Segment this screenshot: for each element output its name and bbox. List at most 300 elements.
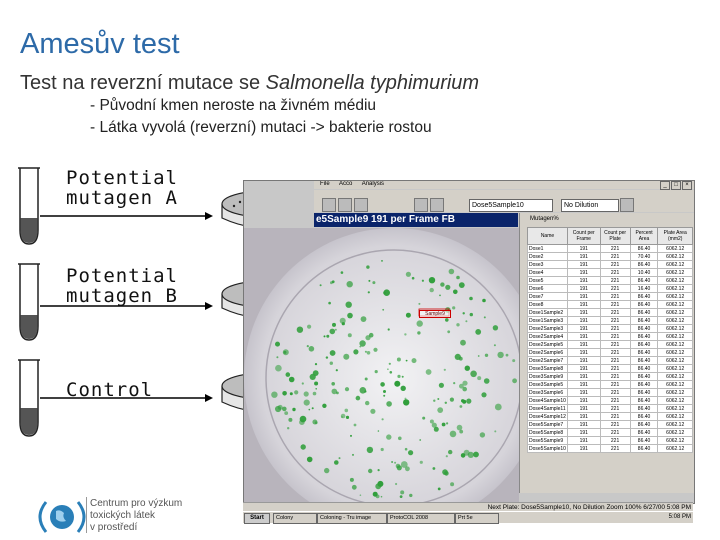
colony-dot xyxy=(326,356,328,358)
table-cell: 221 xyxy=(600,309,630,317)
table-cell: 86.40 xyxy=(630,349,658,357)
menu-file[interactable]: File xyxy=(320,181,330,187)
table-cell: Dose1Sample2 xyxy=(528,309,568,317)
colony-dot xyxy=(324,468,329,473)
colony-dot xyxy=(328,302,331,305)
colony-dot xyxy=(289,377,295,383)
status-bar: Next Plate: Dose5Sample10, No Dilution Zoom 100% 6/27/00 5:08 PM xyxy=(243,502,693,511)
colony-dot xyxy=(287,427,289,429)
colony-dot xyxy=(444,369,446,371)
table-cell: 221 xyxy=(600,437,630,445)
colony-dot xyxy=(347,281,353,287)
colony-dot xyxy=(473,452,479,458)
table-cell: 191 xyxy=(567,349,600,357)
colony-dot xyxy=(459,282,465,288)
colony-dot xyxy=(297,327,303,333)
logo-line2: toxických látek xyxy=(90,510,156,521)
table-row[interactable] xyxy=(528,245,693,253)
table-cell: 221 xyxy=(600,325,630,333)
table-cell: 221 xyxy=(600,285,630,293)
table-cell: 6062.12 xyxy=(658,341,693,349)
colony-dot xyxy=(282,391,287,396)
colony-dot xyxy=(345,387,349,391)
colony-dot xyxy=(447,330,450,333)
count-icon[interactable] xyxy=(414,198,428,212)
colony-dot xyxy=(352,454,354,456)
table-cell: 191 xyxy=(567,429,600,437)
task-4[interactable]: Prt 5e xyxy=(455,513,499,524)
table-row[interactable] xyxy=(528,341,693,349)
table-cell: 86.40 xyxy=(630,245,658,253)
colony-dot xyxy=(462,387,467,392)
table-cell: 6062.12 xyxy=(658,333,693,341)
table-cell: 86.40 xyxy=(630,309,658,317)
colony-dot xyxy=(445,285,450,290)
table-cell: 221 xyxy=(600,421,630,429)
table-row[interactable] xyxy=(528,429,693,437)
table-cell: 86.40 xyxy=(630,293,658,301)
table-cell: 16.40 xyxy=(630,285,658,293)
table-cell: 6062.12 xyxy=(658,397,693,405)
table-row[interactable] xyxy=(528,277,693,285)
table-cell: 191 xyxy=(567,405,600,413)
colony-dot xyxy=(381,448,384,451)
table-cell: 191 xyxy=(567,285,600,293)
table-cell: 6062.12 xyxy=(658,421,693,429)
colony-dot xyxy=(368,280,370,282)
label-b-line1: Potential xyxy=(66,265,178,287)
colony-dot xyxy=(345,409,349,413)
colony-dot xyxy=(278,405,283,410)
table-row[interactable] xyxy=(528,301,693,309)
colony-dot xyxy=(332,323,336,327)
colony-dot xyxy=(453,382,455,384)
colony-dot xyxy=(437,407,443,413)
table-cell: 221 xyxy=(600,261,630,269)
table-cell: 6062.12 xyxy=(658,285,693,293)
colony-dot xyxy=(412,358,417,363)
table-cell: 221 xyxy=(600,357,630,365)
colony-dot xyxy=(368,469,372,473)
table-cell: 191 xyxy=(567,277,600,285)
logo-text xyxy=(90,498,182,534)
table-cell: 191 xyxy=(567,373,600,381)
table-row[interactable] xyxy=(528,365,693,373)
task-1[interactable]: Colony xyxy=(273,513,317,524)
maximize-button[interactable]: □ xyxy=(671,181,681,190)
table-cell: Dose2 xyxy=(528,253,568,261)
colony-dot xyxy=(299,419,305,425)
table-cell: 86.40 xyxy=(630,413,658,421)
colony-dot xyxy=(481,392,486,397)
label-a-line2: mutagen A xyxy=(66,187,178,209)
table-row[interactable] xyxy=(528,421,693,429)
selected-colony-label[interactable]: Sample9 xyxy=(419,310,451,318)
save-icon[interactable] xyxy=(338,198,352,212)
test-tube-control xyxy=(18,360,40,436)
colony-dot xyxy=(397,358,401,362)
col-name[interactable]: Name xyxy=(528,228,568,245)
colony-dot xyxy=(397,465,402,470)
print-icon[interactable] xyxy=(354,198,368,212)
colony-dot xyxy=(449,269,455,275)
colony-dot xyxy=(271,392,277,398)
col-count-plate[interactable]: Count per Plate xyxy=(600,228,630,245)
colony-dot xyxy=(341,271,344,274)
colony-dot xyxy=(356,396,361,401)
table-cell: 221 xyxy=(600,397,630,405)
slide-title: Amesův test xyxy=(20,28,180,60)
table-cell: 221 xyxy=(600,349,630,357)
table-cell: 70.40 xyxy=(630,253,658,261)
table-cell: 86.40 xyxy=(630,429,658,437)
table-cell: 6062.12 xyxy=(658,389,693,397)
table-cell: Dose2Sample7 xyxy=(528,357,568,365)
table-row[interactable] xyxy=(528,381,693,389)
table-row[interactable] xyxy=(528,285,693,293)
table-row[interactable] xyxy=(528,349,693,357)
table-cell: 221 xyxy=(600,389,630,397)
table-cell: 221 xyxy=(600,253,630,261)
colony-dot xyxy=(365,401,369,405)
colony-dot xyxy=(330,362,333,365)
colony-dot xyxy=(346,302,352,308)
colony-dot xyxy=(361,316,367,322)
menu-acco[interactable]: Acco xyxy=(339,181,353,187)
table-row[interactable] xyxy=(528,293,693,301)
colony-dot xyxy=(422,280,424,282)
table-row[interactable] xyxy=(528,397,693,405)
table-cell: 191 xyxy=(567,301,600,309)
colony-dot xyxy=(388,328,390,330)
colony-dot xyxy=(366,265,369,268)
bullet-2: - Látka vyvolá (reverzní) mutaci -> bakterie rostou xyxy=(90,119,432,136)
table-cell: 86.40 xyxy=(630,405,658,413)
colony-dot xyxy=(275,365,282,372)
colony-counter-window xyxy=(243,180,695,504)
colony-dot xyxy=(400,495,403,498)
table-cell: Dose5Sample7 xyxy=(528,421,568,429)
close-button[interactable]: × xyxy=(682,181,692,190)
colony-dot xyxy=(340,318,346,324)
table-cell: 221 xyxy=(600,429,630,437)
colony-dot xyxy=(352,485,357,490)
table-cell: Dose4Sample12 xyxy=(529,413,566,420)
table-cell: 221 xyxy=(600,333,630,341)
colony-dot xyxy=(406,272,411,277)
menu-analysis[interactable]: Analysis xyxy=(361,181,385,187)
label-control xyxy=(66,380,153,400)
colony-dot xyxy=(404,333,406,335)
label-a-line1: Potential xyxy=(66,167,178,189)
colony-dot xyxy=(391,461,393,463)
table-cell: Dose5 xyxy=(528,277,568,285)
colony-dot xyxy=(406,360,408,362)
table-cell: 191 xyxy=(567,261,600,269)
col-percent-area[interactable]: Percent Area xyxy=(630,228,658,245)
start-button[interactable]: Start xyxy=(244,513,270,524)
table-cell: 221 xyxy=(600,269,630,277)
colony-dot xyxy=(353,349,358,354)
table-cell: 6062.12 xyxy=(658,277,693,285)
table-cell: 86.40 xyxy=(630,261,658,269)
colony-dot xyxy=(383,289,390,296)
table-cell: 191 xyxy=(567,317,600,325)
logo-line3: v prostředí xyxy=(90,522,138,533)
table-cell: 86.40 xyxy=(630,365,658,373)
table-cell: 6062.12 xyxy=(658,445,693,453)
table-cell: 221 xyxy=(600,301,630,309)
arrow-a xyxy=(40,212,213,220)
table-cell: 221 xyxy=(600,405,630,413)
colony-dot xyxy=(484,378,490,384)
colony-dot xyxy=(408,450,413,455)
colony-dot xyxy=(294,390,298,394)
table-cell: 6062.12 xyxy=(658,253,693,261)
table-cell: 191 xyxy=(567,437,600,445)
logo-line1: Centrum pro výzkum xyxy=(90,498,183,509)
colony-dot xyxy=(420,461,423,464)
colony-dot xyxy=(370,409,375,414)
label-mutagen-a xyxy=(66,168,178,208)
table-row[interactable] xyxy=(528,445,693,453)
table-row[interactable] xyxy=(528,357,693,365)
toolbar xyxy=(314,190,694,212)
table-cell: 221 xyxy=(600,245,630,253)
table-row[interactable] xyxy=(528,309,693,317)
subtitle-text: Test na reverzní mutace se xyxy=(20,72,261,94)
minimize-button[interactable]: _ xyxy=(660,181,670,190)
table-row[interactable] xyxy=(528,269,693,277)
colony-dot xyxy=(452,306,455,309)
table-row[interactable] xyxy=(528,333,693,341)
colony-dot xyxy=(376,495,380,499)
colony-dot xyxy=(320,284,322,286)
colony-dot xyxy=(307,345,309,347)
table-cell: 86.40 xyxy=(630,389,658,397)
colony-dot xyxy=(347,313,353,319)
colony-dot xyxy=(418,303,420,305)
table-cell: Dose1Sample3 xyxy=(528,317,568,325)
table-cell: 86.40 xyxy=(630,317,658,325)
table-row[interactable] xyxy=(528,325,693,333)
table-cell: 191 xyxy=(567,341,600,349)
colony-dot xyxy=(455,354,461,360)
logo-divider xyxy=(86,497,87,533)
table-cell: 86.40 xyxy=(630,373,658,381)
colony-dot xyxy=(290,392,293,395)
colony-dot xyxy=(330,329,336,335)
task-2[interactable]: Coloning - Tru image xyxy=(317,513,387,524)
window-controls xyxy=(660,181,692,189)
table-cell: 221 xyxy=(600,341,630,349)
colony-dot xyxy=(339,457,341,459)
table-cell: 6062.12 xyxy=(658,245,693,253)
table-cell: Dose3Sample6 xyxy=(528,389,568,397)
colony-dot xyxy=(446,455,448,457)
colony-dot xyxy=(394,462,396,464)
colony-dot xyxy=(389,363,391,365)
table-cell: 191 xyxy=(567,389,600,397)
colony-dot xyxy=(445,402,447,404)
plate-photo xyxy=(244,228,519,503)
colony-dot xyxy=(406,313,411,318)
colony-dot xyxy=(405,448,408,451)
table-cell: 191 xyxy=(567,325,600,333)
colony-dot xyxy=(359,346,361,348)
colony-dot xyxy=(307,457,313,463)
table-cell: 191 xyxy=(567,253,600,261)
colony-dot xyxy=(341,414,346,419)
table-cell: 221 xyxy=(600,413,630,421)
colony-dot xyxy=(394,381,400,387)
table-cell: 86.40 xyxy=(630,381,658,389)
table-cell: 191 xyxy=(567,445,600,453)
results-panel-title: Mutagen% xyxy=(530,216,559,222)
colony-dot xyxy=(494,344,496,346)
colony-dot xyxy=(401,461,408,468)
table-cell: Dose7 xyxy=(528,293,568,301)
institute-logo xyxy=(36,497,88,537)
table-cell: 191 xyxy=(567,381,600,389)
table-cell: 191 xyxy=(567,293,600,301)
test-tube-a xyxy=(18,168,40,244)
colony-dot xyxy=(433,467,436,470)
table-cell: Dose4Sample11 xyxy=(529,405,566,412)
colony-dot xyxy=(383,390,386,393)
label-b-line2: mutagen B xyxy=(66,285,178,307)
image-window-title: e5Sample9 191 per Frame FB xyxy=(314,213,518,227)
colony-dot xyxy=(497,352,503,358)
table-cell: 6062.12 xyxy=(658,365,693,373)
colony-dot xyxy=(437,398,439,400)
colony-dot xyxy=(364,390,366,392)
table-row[interactable] xyxy=(528,389,693,397)
colony-dot xyxy=(378,430,380,432)
slide-subtitle xyxy=(20,72,479,95)
colony-dot xyxy=(309,409,311,411)
table-row[interactable] xyxy=(528,261,693,269)
colony-dot xyxy=(275,342,280,347)
table-cell: Dose2Sample3 xyxy=(528,325,568,333)
table-cell: 191 xyxy=(567,357,600,365)
table-row[interactable] xyxy=(528,317,693,325)
colony-dot xyxy=(336,392,339,395)
colony-dot xyxy=(482,299,486,303)
table-cell: Dose1 xyxy=(528,245,568,253)
colony-dot xyxy=(402,376,404,378)
table-cell: 6062.12 xyxy=(658,373,693,381)
colony-dot xyxy=(446,422,448,424)
table-cell: 86.40 xyxy=(630,277,658,285)
colony-dot xyxy=(326,335,329,338)
table-cell: 6062.12 xyxy=(658,293,693,301)
colony-dot xyxy=(478,355,480,357)
colony-dot xyxy=(368,291,370,293)
colony-dot xyxy=(405,398,407,400)
col-plate-area[interactable]: Plate Area (mm2) xyxy=(658,228,693,245)
table-row[interactable] xyxy=(528,437,693,445)
colony-dot xyxy=(292,408,295,411)
colony-dot xyxy=(485,354,488,357)
colony-dot xyxy=(494,430,496,432)
colony-dot xyxy=(360,494,362,496)
table-cell: Dose2Sample4 xyxy=(528,333,568,341)
colony-dot xyxy=(400,490,404,494)
label-mutagen-b xyxy=(66,266,178,306)
colony-dot xyxy=(469,297,473,301)
colony-dot xyxy=(335,329,337,331)
table-cell: Dose5Sample9 xyxy=(528,437,568,445)
table-cell: 221 xyxy=(600,445,630,453)
colony-dot xyxy=(360,387,367,394)
colony-dot xyxy=(307,325,311,329)
open-icon[interactable] xyxy=(322,198,336,212)
colony-dot xyxy=(429,277,435,283)
results-table xyxy=(527,227,693,453)
colony-dot xyxy=(456,276,460,280)
colony-dot xyxy=(286,372,291,377)
table-cell: 6062.12 xyxy=(658,269,693,277)
settings-icon[interactable] xyxy=(430,198,444,212)
colony-dot xyxy=(466,399,471,404)
col-count-frame[interactable]: Count per Frame xyxy=(567,228,600,245)
colony-dot xyxy=(372,281,375,284)
colony-dot xyxy=(309,346,315,352)
table-cell: 6062.12 xyxy=(658,301,693,309)
table-row[interactable] xyxy=(528,373,693,381)
colony-dot xyxy=(383,395,385,397)
colony-dot xyxy=(315,363,317,365)
colony-dot xyxy=(382,418,384,420)
colony-dot xyxy=(313,392,317,396)
sample-name-input[interactable]: Dose5Sample10 xyxy=(469,199,553,212)
colony-dot xyxy=(346,416,349,419)
colony-dot xyxy=(432,423,437,428)
colony-dot xyxy=(288,418,292,422)
apply-icon[interactable] xyxy=(620,198,634,212)
colony-dot xyxy=(387,368,389,370)
colony-dot xyxy=(417,331,420,334)
table-cell: Dose2Sample5 xyxy=(528,341,568,349)
colony-dot xyxy=(330,350,336,356)
table-cell: Dose4Sample10 xyxy=(529,397,566,404)
colony-dot xyxy=(480,432,485,437)
colony-dot xyxy=(386,401,392,407)
colony-dot xyxy=(283,351,286,354)
table-cell: 86.40 xyxy=(630,437,658,445)
table-cell: 86.40 xyxy=(630,341,658,349)
colony-dot xyxy=(322,404,326,408)
colony-dot xyxy=(442,469,448,475)
table-row[interactable] xyxy=(528,413,693,421)
colony-dot xyxy=(440,282,444,286)
colony-dot xyxy=(512,378,517,383)
table-cell: 191 xyxy=(567,421,600,429)
colony-dot xyxy=(382,309,384,311)
table-row[interactable] xyxy=(528,253,693,261)
colony-dot xyxy=(313,370,319,376)
colony-dot xyxy=(477,376,481,380)
colony-dot xyxy=(350,478,354,482)
table-cell: Dose3Sample9 xyxy=(528,373,568,381)
dilution-select[interactable]: No Dilution xyxy=(561,199,619,212)
task-3[interactable]: ProtoCOL 2008 xyxy=(387,513,455,524)
table-row[interactable] xyxy=(528,405,693,413)
test-tube-b xyxy=(18,264,40,340)
colony-dot xyxy=(315,421,318,424)
table-cell: 6062.12 xyxy=(658,325,693,333)
